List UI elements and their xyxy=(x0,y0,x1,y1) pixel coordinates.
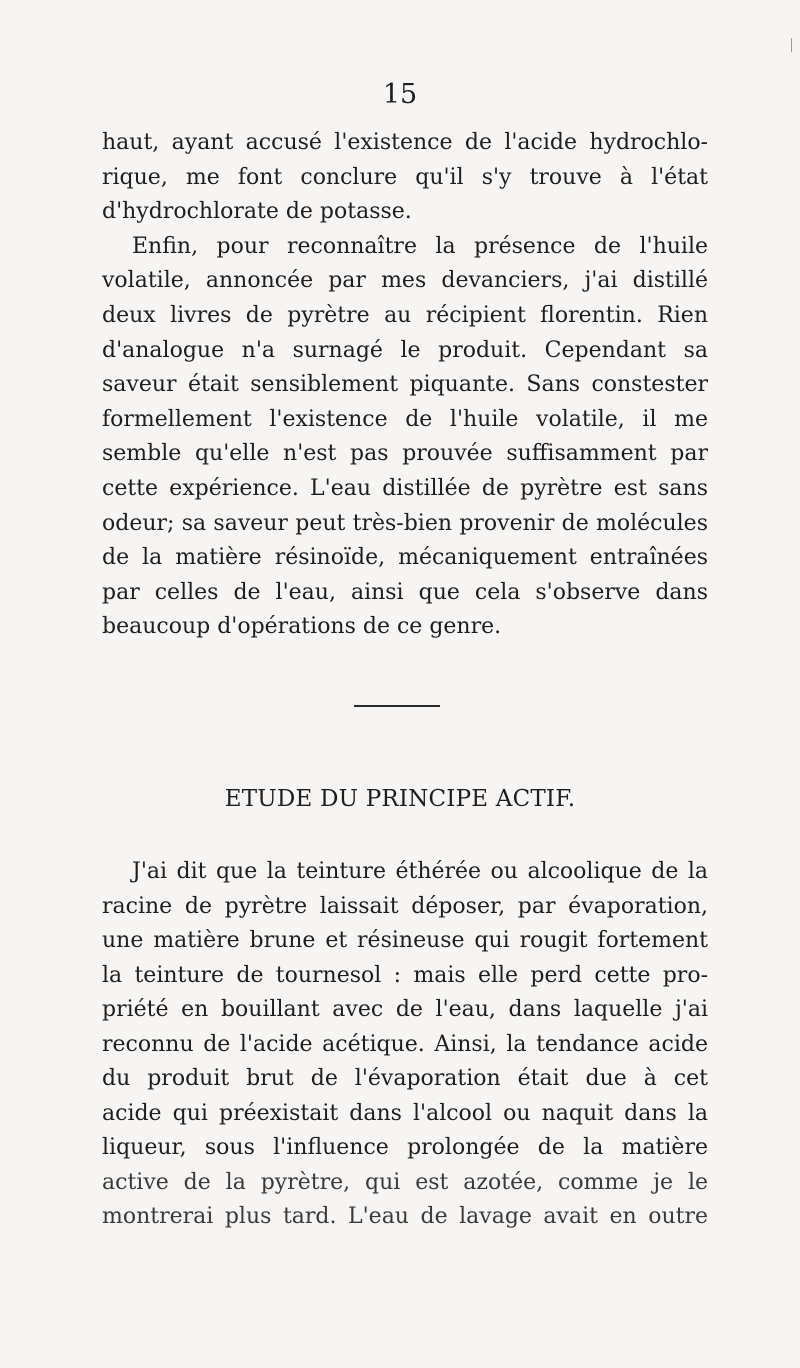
text-line: volatile, annoncée par mes devanciers, j'ai distillé xyxy=(102,268,708,294)
paragraph-block-1 xyxy=(102,126,708,645)
text-line: beaucoup d'opérations de ce genre. xyxy=(102,614,502,640)
text-line: deux livres de pyrètre au récipient florentin. Rien xyxy=(102,302,708,328)
text-line: cette expérience. L'eau distillée de pyrètre est sans xyxy=(102,475,708,501)
text-line: racine de pyrètre laissait déposer, par évaporation, xyxy=(102,893,708,919)
text-line: acide qui préexistait dans l'alcool ou naquit dans la xyxy=(102,1100,708,1126)
text-line: d'analogue n'a surnagé le produit. Cependant sa xyxy=(102,337,708,363)
paragraph-block-2 xyxy=(102,855,708,1235)
text-line: saveur était sensiblement piquante. Sans constester xyxy=(102,372,708,398)
text-line: active de la pyrètre, qui est azotée, comme je le xyxy=(102,1169,708,1195)
text-line: Enfin, pour reconnaître la présence de l'huile xyxy=(132,233,708,259)
page-number: 15 xyxy=(382,79,418,110)
text-line: J'ai dit que la teinture éthérée ou alcoolique de la xyxy=(132,859,708,884)
section-heading: ETUDE DU PRINCIPE ACTIF. xyxy=(224,786,576,812)
scan-artifact-mark xyxy=(791,38,792,52)
text-line: semble qu'elle n'est pas prouvée suffisamment par xyxy=(102,441,708,467)
text-line: odeur; sa saveur peut très-bien provenir de molécules xyxy=(102,510,708,536)
text-line: formellement l'existence de l'huile volatile, il me xyxy=(102,406,708,432)
text-line: d'hydrochlorate de potasse. xyxy=(102,199,412,225)
text-line: liqueur, sous l'influence prolongée de la matière xyxy=(102,1135,708,1160)
text-line: la teinture de tournesol : mais elle perd cette pro- xyxy=(102,962,708,988)
text-line: haut, ayant accusé l'existence de l'acide hydrochlo- xyxy=(102,130,708,155)
text-line: du produit brut de l'évaporation était due à cet xyxy=(102,1066,708,1091)
text-line: reconnu de l'acide acétique. Ainsi, la tendance acide xyxy=(102,1031,708,1057)
text-line: priété en bouillant avec de l'eau, dans laquelle j'ai xyxy=(102,997,708,1022)
text-line: rique, me font conclure qu'il s'y trouve à l'état xyxy=(102,164,708,190)
section-divider xyxy=(354,705,440,707)
text-line: de la matière résinoïde, mécaniquement entraînées xyxy=(102,545,708,571)
text-line: par celles de l'eau, ainsi que cela s'observe dans xyxy=(102,579,708,605)
text-line: une matière brune et résineuse qui rougit fortement xyxy=(102,928,708,953)
text-line: montrerai plus tard. L'eau de lavage avait en outre xyxy=(102,1204,708,1229)
